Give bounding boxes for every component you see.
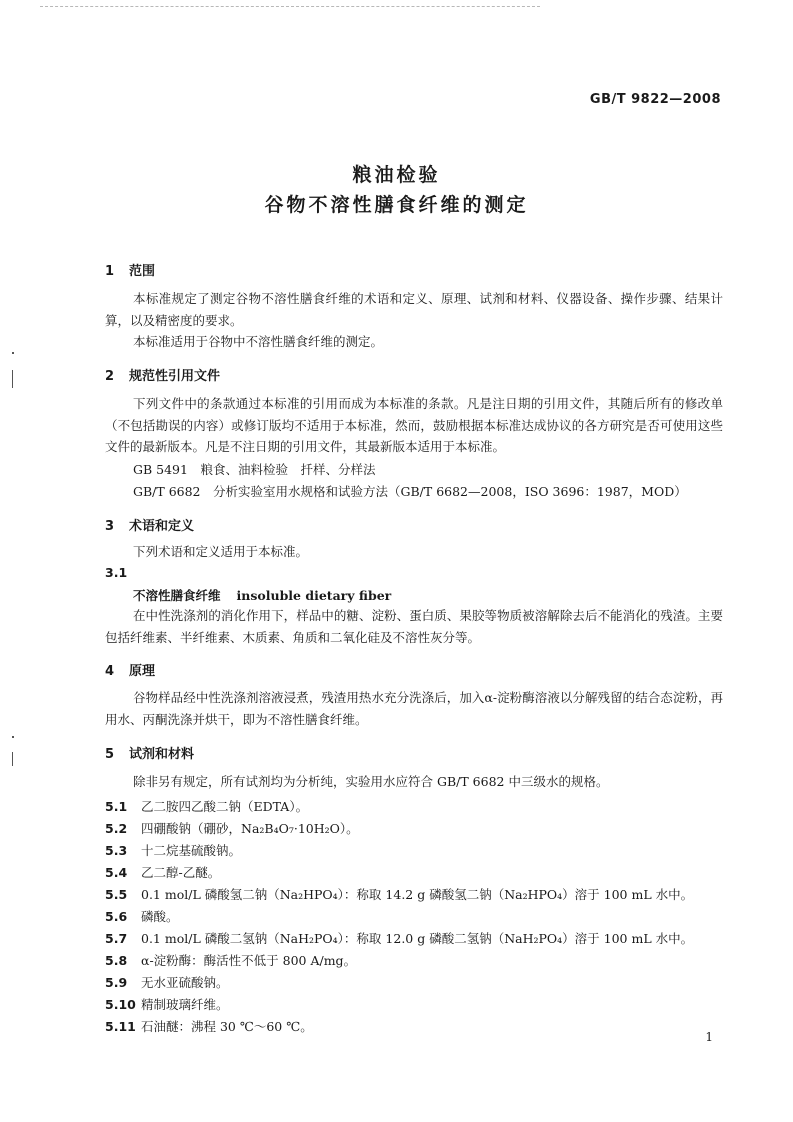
reagent-item: [105, 863, 220, 881]
reagent-text: 精制玻璃纤维。: [141, 997, 229, 1012]
section-number: 3: [105, 519, 115, 534]
reagent-number: 5.5: [105, 887, 128, 902]
scan-margin-mark: [12, 752, 13, 766]
section-5-paragraph-1: 除非另有规定，所有试剂均为分析纯，实验用水应符合 GB/T 6682 中三级水的规格。: [133, 774, 609, 789]
scan-margin-mark: [12, 370, 13, 388]
section-2-heading: [105, 365, 220, 384]
reagent-text: 磷酸。: [141, 909, 179, 924]
reagent-text: 0.1 mol/L 磷酸二氢钠（NaH₂PO₄）：称取 12.0 g 磷酸二氢钠（NaH₂PO₄）溶于 100 mL 水中。: [141, 931, 694, 946]
section-4-paragraph-1: 谷物样品经中性洗涤剂溶液浸煮，残渣用热水充分洗涤后，加入α-淀粉酶溶液以分解残留的结合态淀粉，再用水、丙酮洗涤并烘干，即为不溶性膳食纤维。: [105, 690, 723, 727]
reagent-number: 5.11: [105, 1019, 136, 1034]
reagent-number: 5.2: [105, 821, 128, 836]
reagent-item: [105, 819, 359, 837]
reagent-item: [105, 797, 308, 815]
section-1-paragraph-1: 本标准规定了测定谷物不溶性膳食纤维的术语和定义、原理、试剂和材料、仪器设备、操作步骤、结果计算，以及精密度的要求。: [105, 291, 723, 328]
reagent-number: 5.3: [105, 843, 128, 858]
reagent-number: 5.6: [105, 909, 128, 924]
scan-margin-dot: [12, 352, 14, 354]
term-entry: [133, 586, 391, 604]
section-3-heading: [105, 515, 194, 534]
section-5-heading: [105, 743, 194, 762]
subclause-3-1-number: 3.1: [105, 565, 128, 580]
section-title: 规范性引用文件: [129, 369, 221, 384]
scan-margin-dot: [12, 736, 14, 738]
reagent-item: [105, 973, 229, 991]
reagent-text: 无水亚硫酸钠。: [141, 975, 229, 990]
reagent-item: [105, 841, 241, 859]
term-chinese: 不溶性膳食纤维: [133, 588, 221, 603]
reagent-item: [105, 907, 179, 925]
term-english: insoluble dietary fiber: [236, 588, 392, 603]
reagent-item: [105, 1017, 313, 1035]
section-title: 范围: [129, 264, 156, 279]
normative-reference-1: GB 5491 粮食、油料检验 扦样、分样法: [133, 462, 376, 477]
document-title-line2: 谷物不溶性膳食纤维的测定: [264, 194, 529, 216]
page-number: 1: [705, 1030, 713, 1044]
reagent-number: 5.7: [105, 931, 128, 946]
section-number: 2: [105, 369, 115, 384]
section-number: 5: [105, 747, 115, 762]
section-2-paragraph-1: 下列文件中的条款通过本标准的引用而成为本标准的条款。凡是注日期的引用文件，其随后所有的修改单（不包括勘误的内容）或修订版均不适用于本标准，然而，鼓励根据本标准达成协议的各方研究是否可使用这些文件的最新版本。凡是不注日期的引用文件，其最新版本适用于本标准。: [105, 396, 723, 454]
reagent-text: α-淀粉酶：酶活性不低于 800 A/mg。: [141, 953, 357, 968]
section-1-heading: [105, 260, 155, 279]
section-title: 术语和定义: [129, 519, 195, 534]
reagent-item: [105, 951, 356, 969]
reagent-text: 乙二醇-乙醚。: [141, 865, 221, 880]
reagent-text: 十二烷基硫酸钠。: [141, 843, 242, 858]
section-number: 4: [105, 664, 115, 679]
reagent-number: 5.10: [105, 997, 136, 1012]
section-title: 试剂和材料: [129, 747, 195, 762]
scan-top-rule: [40, 6, 540, 7]
term-definition: 在中性洗涤剂的消化作用下，样品中的糖、淀粉、蛋白质、果胶等物质被溶解除去后不能消化的残渣。主要包括纤维素、半纤维素、木质素、角质和二氧化硅及不溶性灰分等。: [105, 608, 723, 645]
section-title: 原理: [129, 664, 156, 679]
reagent-text: 四硼酸钠（硼砂，Na₂B₄O₇·10H₂O）。: [141, 821, 359, 836]
reagent-item: [105, 995, 229, 1013]
reagent-item: [105, 885, 693, 903]
section-number: 1: [105, 264, 115, 279]
section-4-heading: [105, 660, 155, 679]
reagent-number: 5.4: [105, 865, 128, 880]
section-3-paragraph-1: 下列术语和定义适用于本标准。: [133, 544, 309, 559]
reagent-text: 0.1 mol/L 磷酸氢二钠（Na₂HPO₄）：称取 14.2 g 磷酸氢二钠（Na₂HPO₄）溶于 100 mL 水中。: [141, 887, 694, 902]
reagent-number: 5.1: [105, 799, 128, 814]
normative-reference-2: GB/T 6682 分析实验室用水规格和试验方法（GB/T 6682—2008，ISO 3696：1987，MOD）: [133, 484, 687, 499]
document-title-line1: 粮油检验: [352, 164, 441, 186]
section-1-paragraph-2: 本标准适用于谷物中不溶性膳食纤维的测定。: [133, 334, 384, 349]
reagent-text: 乙二胺四乙酸二钠（EDTA）。: [141, 799, 309, 814]
standard-code: GB/T 9822—2008: [589, 92, 721, 107]
reagent-number: 5.8: [105, 953, 128, 968]
reagent-number: 5.9: [105, 975, 128, 990]
reagent-text: 石油醚：沸程 30 ℃～60 ℃。: [141, 1019, 313, 1034]
reagent-item: [105, 929, 693, 947]
